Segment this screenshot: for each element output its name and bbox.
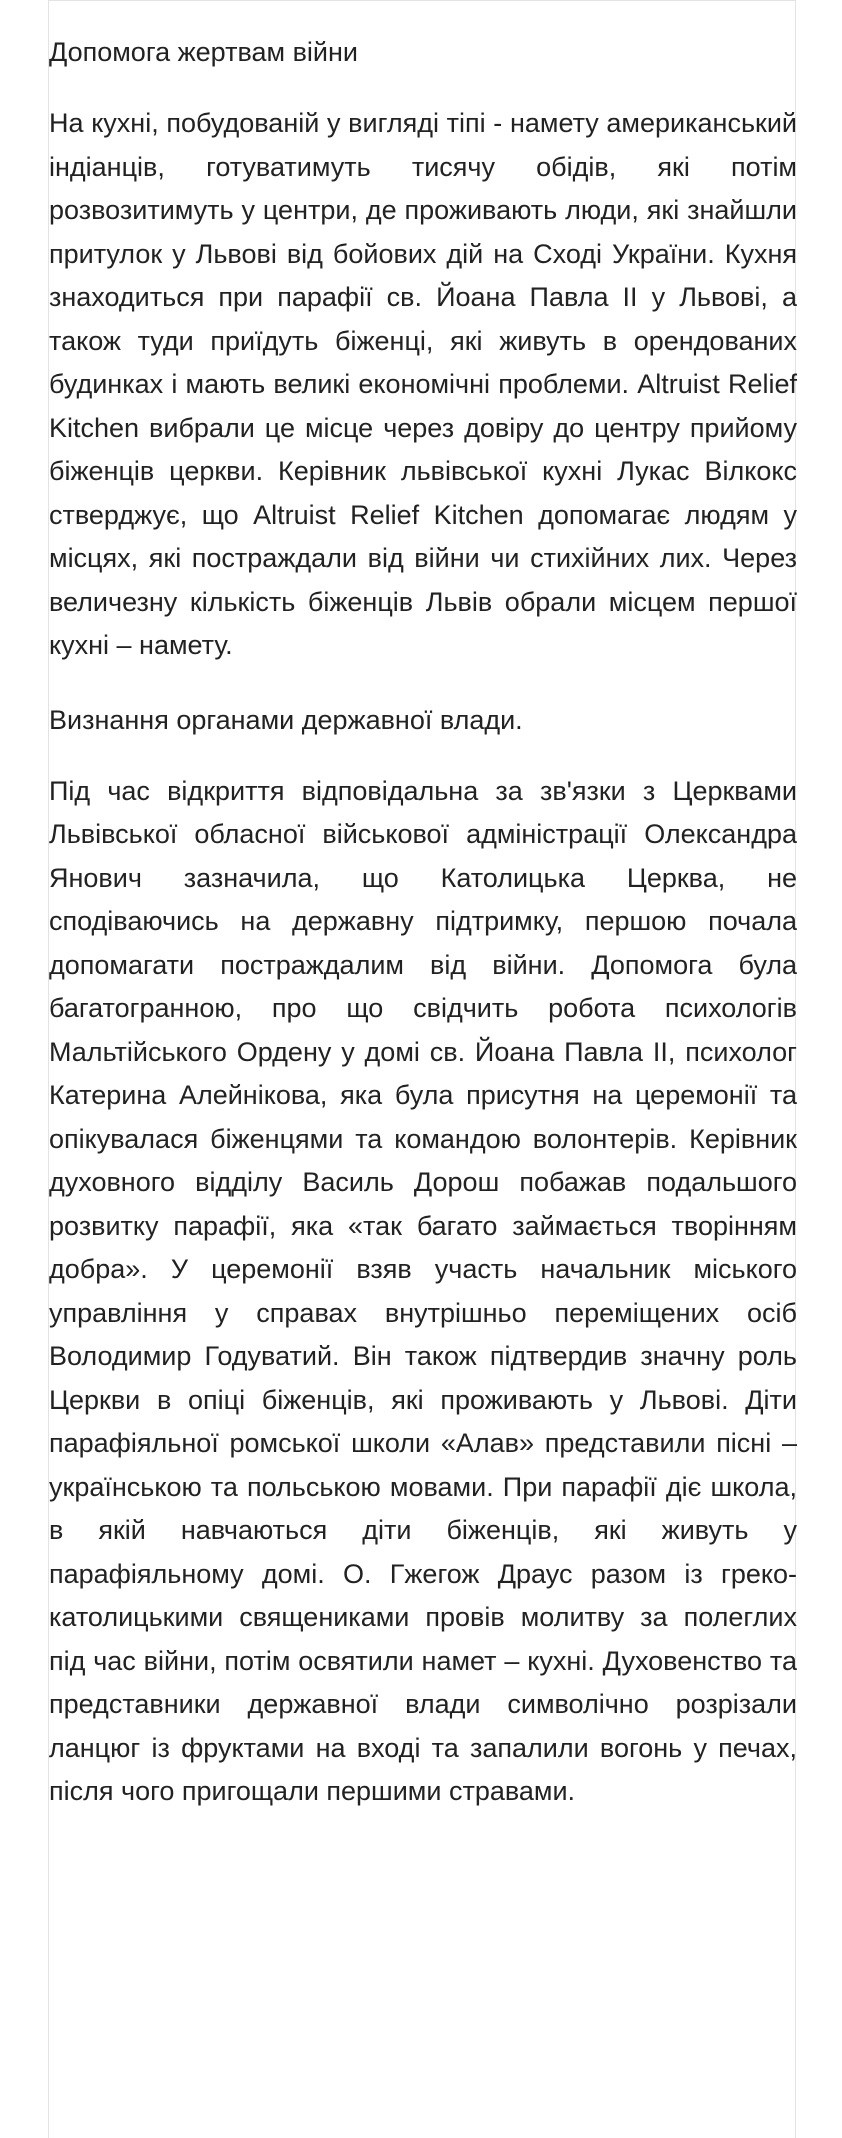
article-content: [49, 30, 797, 1844]
section-heading-state-recognition: Визнання органами державної влади.: [49, 704, 523, 735]
section-heading-war-victims-aid: Допомога жертвам війни: [49, 37, 358, 67]
section-paragraph-kitchen: На кухні, побудованій у вигляді тіпі - намету американський індіанців, готуватимуть тисячу обідів, які потім розвозитимуть у центри, де проживають люди, які знайшли притулок у Львові від бойових дій на Сході України. Кухня знаходиться при парафії св. Йоана Павла ІІ у Львові, а також туди приїдуть біженці, які живуть в орендованих будинках і мають великі економічні проблеми. Altruist Relief Kitchen вибрали це місце через довіру до центру прийому біженців церкви. Керівник львівської кухні Лукас Вілкокс стверджує, що Altruist Relief Kitchen допомагає людям у місцях, які постраждали від війни чи стихійних лих. Через величезну кількість біженців Львів обрали місцем першої кухні – намету.: [49, 108, 797, 660]
section-paragraph-ceremony: Під час відкриття відповідальна за зв'язки з Церквами Львівської обласної військової адміністрації Олександра Янович зазначила, що Католицька Церква, не сподіваючись на державну підтримку, першою почала допомагати постраждалим від війни. Допомога була багатогранною, про що свідчить робота психологів Мальтійського Ордену у домі св. Йоана Павла ІІ, психолог Катерина Алейнікова, яка була присутня на церемонії та опікувалася біженцями та командою волонтерів. Керівник духовного відділу Василь Дорош побажав подальшого розвитку парафії, яка «так багато займається творінням добра». У церемонії взяв участь начальник міського управління у справах внутрішньо переміщених осіб Володимир Годуватий. Він також підтвердив значну роль Церкви в опіці біженців, які проживають у Львові. Діти парафіяльної ромської школи «Алав» представили пісні – українською та польською мовами. При парафії діє школа, в якій навчаються діти біженців, які живуть у парафіяльному домі. О. Гжегож Драус разом із греко-католицькими священиками провів молитву за полеглих під час війни, потім освятили намет – кухні. Духовенство та представники державної влади символічно розрізали ланцюг із фруктами на вході та запалили вогонь у печах, після чого пригощали першими стравами.: [49, 775, 797, 1806]
article-container: [48, 0, 796, 2138]
